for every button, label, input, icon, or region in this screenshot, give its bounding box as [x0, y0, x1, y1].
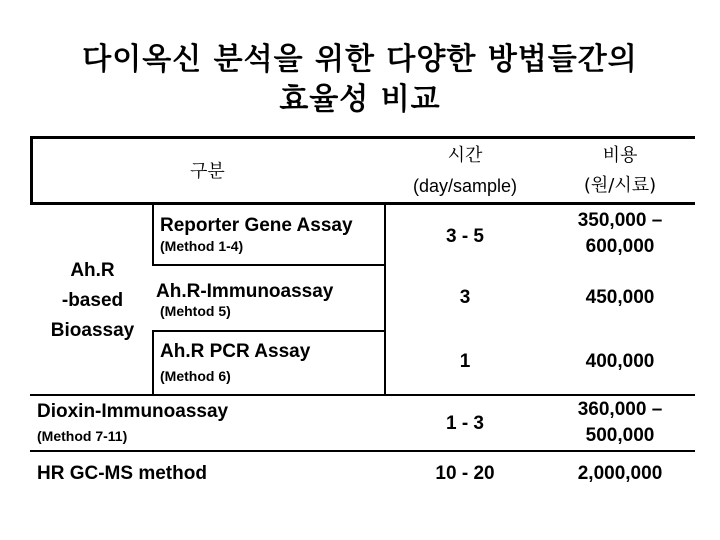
- row-5-name: HR GC-MS method: [37, 463, 207, 484]
- row-1-time: 3 - 5: [445, 226, 485, 247]
- header-cost-line-2: (원/시료): [583, 175, 657, 196]
- group-bottom-border: [30, 394, 695, 396]
- row-1-cost-line-1: 350,000 –: [577, 210, 663, 231]
- row-1-cost-line-2: 600,000: [585, 236, 655, 257]
- row-1-method: (Method 1-4): [160, 238, 244, 254]
- table-left-border: [30, 136, 33, 205]
- row-1-name: Reporter Gene Assay: [160, 215, 353, 236]
- row-3-time: 1: [459, 351, 471, 372]
- table-top-border: [30, 136, 695, 139]
- row-4-method: (Method 7-11): [37, 428, 128, 444]
- row-divider-2: [152, 330, 385, 332]
- row-4-name: Dioxin-Immunoassay: [37, 401, 229, 422]
- row-divider-1: [152, 264, 385, 266]
- group-label: [33, 256, 152, 346]
- title-line-1: 다이옥신 분석을 위한 다양한 방법들간의: [82, 42, 638, 77]
- header-time: [385, 141, 545, 201]
- row-5-cost: 2,000,000: [577, 463, 663, 484]
- row-4-time: 1 - 3: [445, 413, 485, 434]
- category-divider-2: [152, 330, 154, 395]
- header-time-line-2: (day/sample): [412, 176, 518, 196]
- row-4-cost: [545, 397, 695, 449]
- header-cost-line-1: 비용: [602, 145, 638, 166]
- group-label-line-2: -based: [61, 290, 124, 311]
- header-time-line-1: 시간: [447, 145, 483, 166]
- row-3-method: (Method 6): [160, 368, 231, 384]
- row-4-cost-line-2: 500,000: [585, 425, 655, 446]
- row-4-cost-line-1: 360,000 –: [577, 399, 663, 420]
- row-3-name: Ah.R PCR Assay: [160, 341, 311, 362]
- category-divider-1: [152, 205, 154, 265]
- group-label-line-3: Bioassay: [50, 320, 135, 341]
- group-label-line-1: Ah.R: [70, 260, 115, 281]
- page-title: [0, 40, 720, 120]
- row-5-time: 10 - 20: [435, 463, 495, 484]
- row-2-name: Ah.R-Immunoassay: [156, 281, 334, 302]
- row-2-cost: 450,000: [585, 287, 655, 308]
- title-line-2: 효율성 비교: [279, 82, 441, 117]
- header-bottom-border: [30, 202, 695, 205]
- row-2-method: (Mehtod 5): [160, 303, 231, 319]
- header-category: 구분: [190, 161, 225, 182]
- row-3-cost: 400,000: [585, 351, 655, 372]
- row-1-cost: [545, 208, 695, 260]
- header-cost: [545, 141, 695, 201]
- row-2-time: 3: [459, 287, 471, 308]
- row-divider-4: [30, 450, 695, 452]
